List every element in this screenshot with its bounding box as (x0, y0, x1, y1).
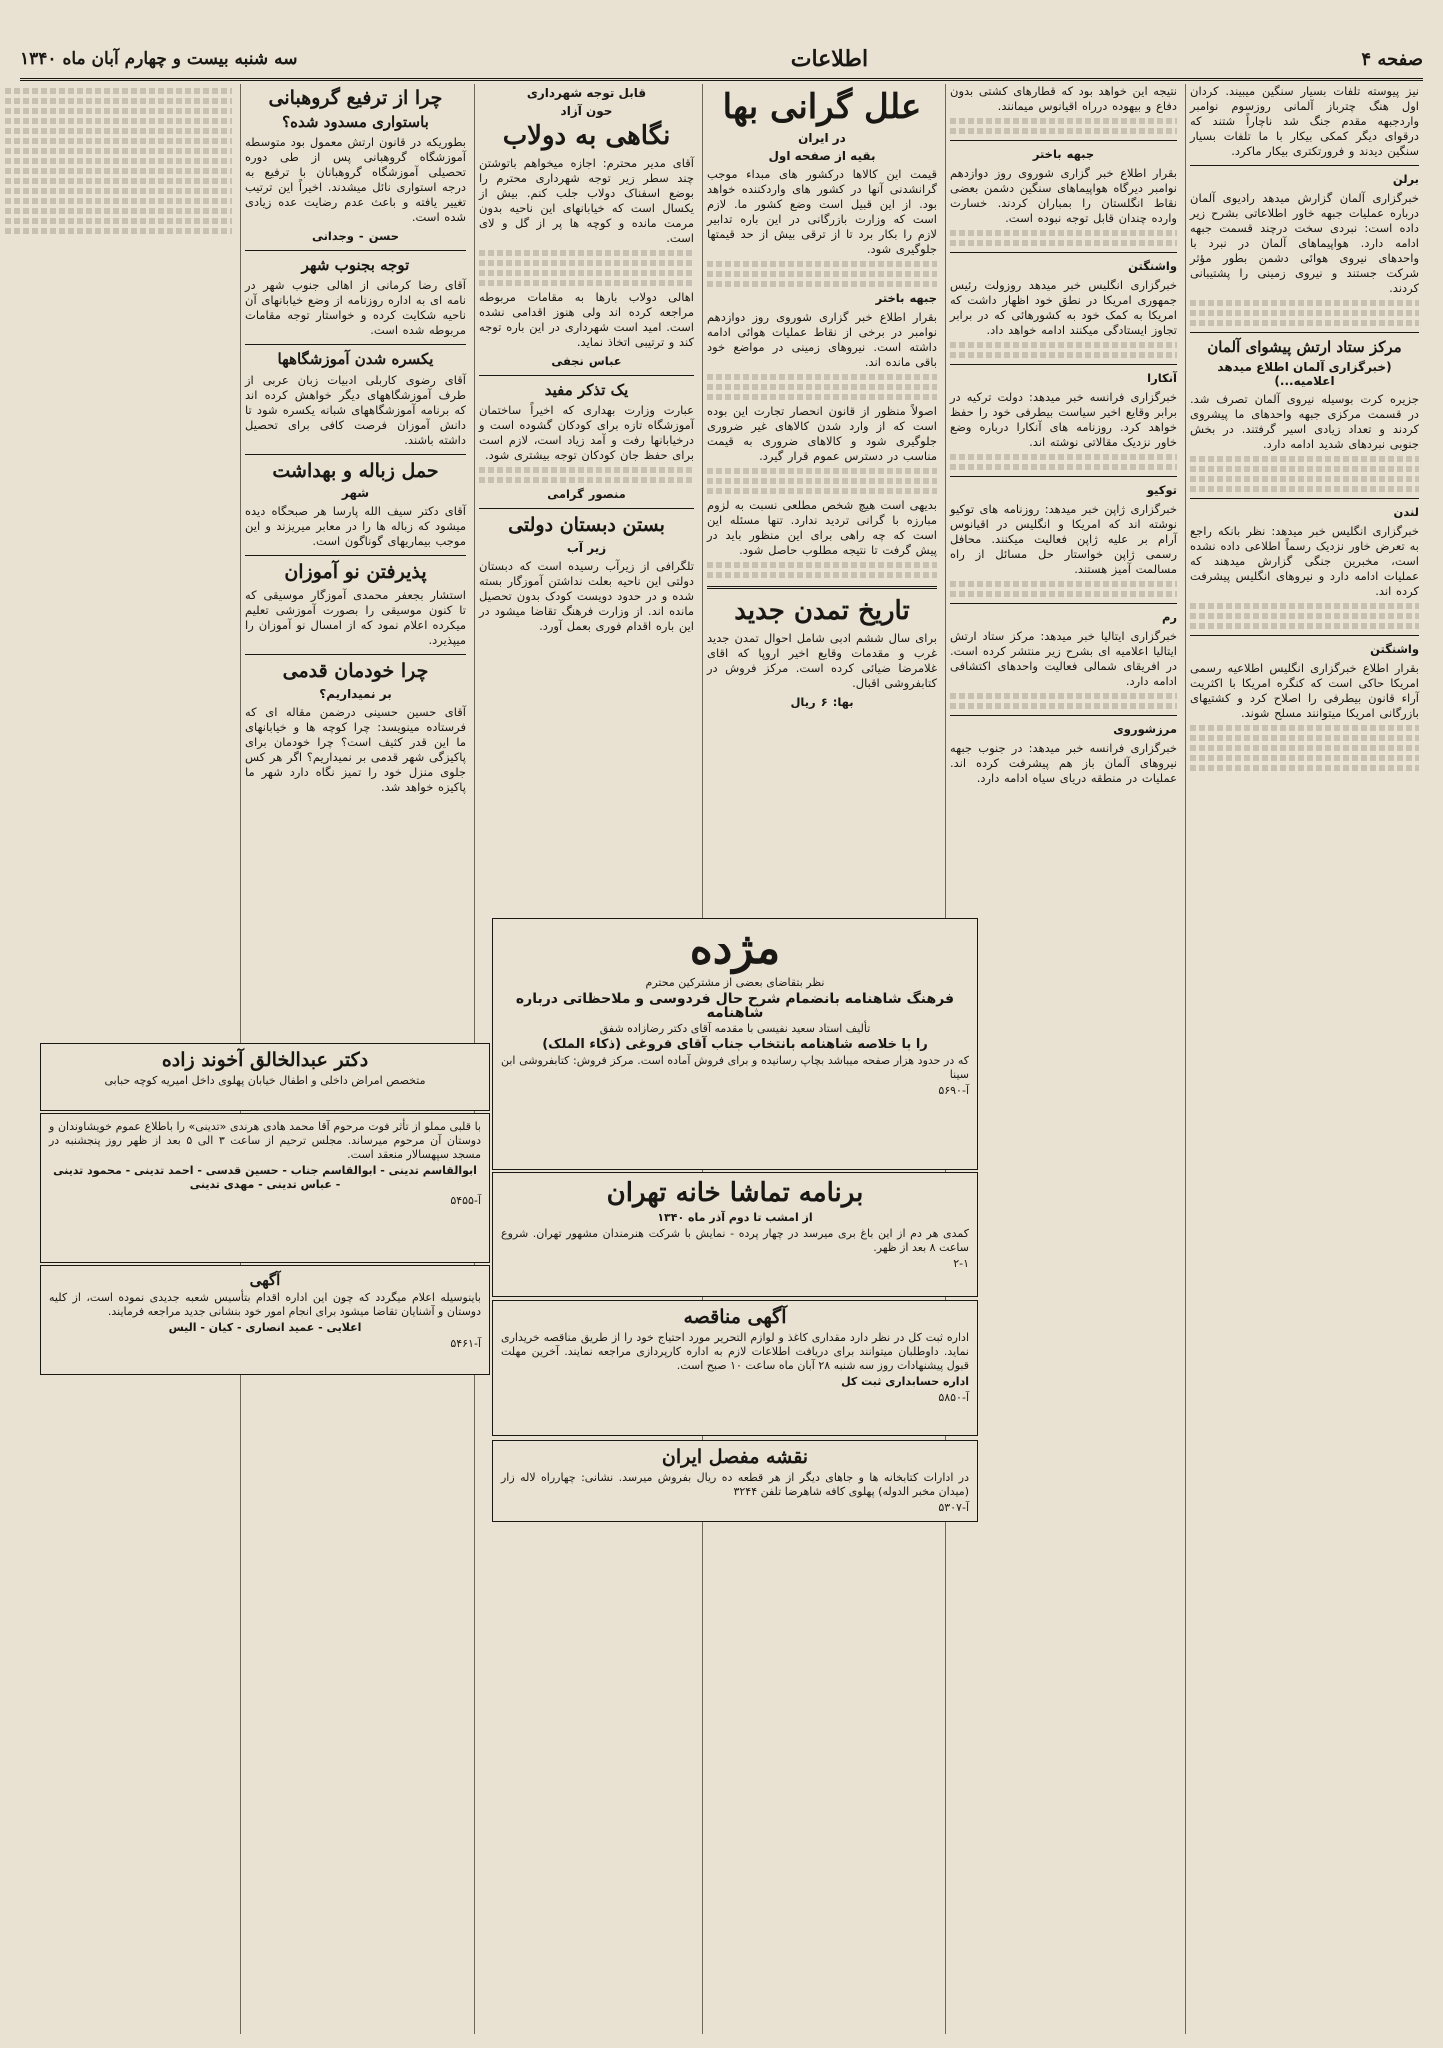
article-tokyo: خبرگزاری ژاپن خبر میدهد: روزنامه های توکیو نوشته اند که امریکا و انگلیس در اقیانوس آرام بر علیه ژاپن فعالیت میکنند. محافل رسمی ژاپن خواستار حل مسائل از راه مسالمت آمیز هستند. (950, 502, 1177, 576)
headline-south-city: توجه بجنوب شهر (301, 256, 410, 275)
dateline-western-front: جبهه باختر (1032, 147, 1095, 161)
ad-notice-small-code: آ-۵۴۶۱ (450, 1337, 481, 1351)
signature-hasan-vojdani: حسن - وجدانی (311, 229, 400, 244)
dateline-berlin: برلن (1392, 172, 1419, 186)
ad-notice-small (40, 1265, 490, 1375)
dateline-soviet-border: مرزشوروی (1113, 722, 1177, 736)
column-war-news-2 (945, 84, 1181, 2034)
headline-school-closing: بستن دبستان دولتی (508, 514, 665, 537)
article-useful-reminder: عبارت وزارت بهداری که اخیراً ساختمان آموزشگاه تازه برای کودکان گشوده است و درخیابانها رفت و آمد زیاد است، لازم است برای حفظ جان کودکان توجه بیشتری شود. (479, 403, 694, 463)
ad-doctor (40, 1043, 490, 1111)
article-dulab-p1: آقای مدیر محترم: اجازه میخواهم باتوشتن چند سطر زیر توجه شهرداری محترم را بوضع اسفناک دولاب جلب کنم. بیش از یکسال است که خیابانهای این ناحیه بدون مرمت مانده و کوچه ها پر از گل و لای است. (479, 155, 694, 245)
ad-doctor-title: دکتر عبدالخالق آخوند زاده (161, 1049, 369, 1071)
newspaper-name: اطلاعات (790, 46, 869, 72)
ad-tender-sign: اداره حسابداری ثبت کل (841, 1374, 969, 1388)
ad-theater-code: ۲-۱ (953, 1256, 969, 1270)
ad-mozhde-code: آ-۵۶۹۰ (938, 1084, 969, 1097)
headline-new-students: پذیرفتن نو آموزان (284, 561, 427, 584)
article-high-prices-p2: بقرار اطلاع خبر گزاری شوروی روز دوازدهم نوامبر در برخی از نقاط عملیات هوائی ادامه داشته است. نیروهای زمینی در مواضع خود باقی مانده اند. (707, 310, 937, 370)
ad-mozhde-text2: تألیف استاد سعید نفیسی با مقدمه آقای دکتر رضازاده شفق (599, 1022, 871, 1035)
ad-mozhde-text: فرهنگ شاهنامه بانضمام شرح حال فردوسی و ملاحظاتی درباره شاهنامه (515, 991, 955, 1021)
headline-useful-reminder: یک تذکر مفید (544, 380, 629, 399)
article-washington-2: خبرگزاری انگلیس خبر میدهد روزولت رئیس جمهوری امریکا در نطق خود اظهار داشت که امریکا به کمک خود به کشورهائی که در برابر تجاوز ایستادگی میکنند ادامه خواهد داد. (950, 278, 1177, 337)
article-washington: بقرار اطلاع خبرگزاری انگلیس اطلاعیه رسمی امریکا حاکی است که کنگره امریکا با اکثریت آراء قانون بیطرفی را اصلاح کرد و کشتیهای بازرگانی امریکا میتوانند مسلح شوند. (1190, 661, 1419, 721)
subhead-city: شهر (341, 486, 370, 501)
article-western-front: بقرار اطلاع خبر گزاری شوروی روز دوازدهم نوامبر دیرگاه هواپیماهای سنگین دشمن بعضی نقاط انگلستان را بمباران کردند. خسارت وارده چندان قابل توجه نبوده است. (950, 166, 1177, 225)
signature-mansour-gerami: منصور گرامی (547, 487, 626, 502)
article-london: خبرگزاری انگلیس خبر میدهد: نظر بانکه راجع به تعرض خاور نزدیک رسماً اطلاعی داده نشده است، مخبرین جنگی گزارش میدهند که عملیات ادامه دارد و نیروهای انگلیس پیشرفت کرده اند. (1190, 524, 1419, 599)
article-ankara: خبرگزاری فرانسه خبر میدهد: دولت ترکیه در برابر وقایع اخیر سیاست بیطرفی خود را حفظ خواهد کرد. روزنامه های آنکارا درباره وضع خاور نزدیک مقالاتی نوشته اند. (950, 390, 1177, 449)
ad-condolence-text: با قلبی مملو از تأثر فوت مرحوم آقا محمد هادی هرندی «تدینی» را باطلاع عموم خویشاوندان و دوستان آن مرحوم میرساند. مجلس ترحیم از ساعت ۳ الی ۵ بعد از ظهر روز پنجشنبه در مسجد سپهسالار منعقد است. (49, 1120, 481, 1161)
ad-condolence (40, 1113, 490, 1263)
article-intro: نیز پیوسته تلفات بسیار سنگین میبیند. کردان اول هنگ چترباز آلمانی روزسوم نوامبر واردجبهه مقدم جنگ شد ناچاراً شتند که درقوای دیگر کمکی بیکار با ما تلفات بسیار سنگین دیدند و فرورتکتری بیکار ماکرد. (1190, 84, 1419, 158)
ad-condolence-names: ابوالقاسم تدینی - ابوالقاسم جناب - حسین قدسی - احمد تدینی - محمود تدینی - عباس تدینی - مهدی تدینی (53, 1164, 477, 1191)
article-school-closing: تلگرافی از زیرآب رسیده است که دبستان دولتی این ناحیه بعلت نداشتن آموزگار بسته شده و در حدود دویست کودک بدون تحصیل مانده اند. از وزارت فرهنگ تقاضا میشود در این باره اقدام فوری بعمل آورد. (479, 558, 694, 633)
ad-condolence-code: آ-۵۴۵۵ (450, 1194, 481, 1207)
headline-history-of-civilization: تاریخ تمدن جدید (734, 596, 910, 627)
book-price: بها: ۶ ریال (790, 694, 854, 709)
signature-abbas-najafi: عباس نجفی (551, 353, 622, 368)
headline-markaz-setad: مرکز ستاد ارتش پیشوای آلمان (1207, 338, 1402, 356)
article-school-schedule: آقای رضوی کاربلی ادبیات زبان عربی از طرف آموزشگاههای دیگر خواهش کرده اند که برنامه آموزشگاههای شبانه یکسره شود تا دانش آموزان فرصت کافی برای تحصیل داشته باشند. (245, 372, 466, 447)
ad-theater-title: برنامه تماشا خانه تهران (606, 1178, 864, 1208)
ad-mozhde-title: مژده (689, 923, 781, 974)
article-high-prices-p4: بدیهی است هیچ شخص مطلعی نسبت به لزوم مبارزه با گرانی تردید ندارد. تنها مسئله این است که چه راهی برای این منظور باید در پیش گرفت تا نتیجه مطلوب حاصل شود. (707, 498, 937, 558)
ad-tender-code: آ-۵۸۵۰ (938, 1390, 969, 1404)
dateline-london: لندن (1393, 505, 1419, 520)
article-high-prices-p1: قیمت این کالاها درکشور های مبداء موجب گرانشدنی آنها در کشور های واردکننده خواهد بود. از این قبیل است وضع کشور ما. لازم است که وزارت بازرگانی در این باره تدابیر لازم را بکار برد تا از ترقی بیش از حد قیمتها جلوگیری شود. (707, 167, 937, 257)
headline-sergeant-promotion: چرا از ترفیع گروهبانی (268, 87, 443, 109)
article-why-not-ourselves: آقای حسین حسینی درضمن مقاله ای که فرستاده مینویسد: چرا کوچه ها و خیابانهای ما این قدر کثیف است؟ چرا خودمان برای پاکیزگی شهر قدمی بر نمیداریم؟ اگر هر کس جلوی منزل خود را تمیز نگاه دارد شهر ما پاکیزه خواهد شد. (245, 705, 466, 795)
article-history-of-civilization: برای سال ششم ادبی شامل احوال تمدن جدید غرب و مقدمات وقایع اخیر اروپا که اقای غلامرضا ضیائی کرده است. مرکز فروش در کتابفروشی اقبال. (707, 630, 937, 690)
article-markaz: جزیره کرت بوسیله نیروی آلمان تصرف شد. در قسمت مرکزی جبهه واحدهای ما پیشروی کردند و تعداد زیادی اسیر گرفتند. در بخش جنوبی نبردهای شدید ادامه دارد. (1190, 392, 1419, 452)
dateline-washington-2: واشنگتن (1128, 259, 1177, 273)
subhead-attention-municipality: قابل توجه شهرداری (526, 86, 647, 100)
subhead-free-voice: حون آزاد (560, 104, 613, 118)
continued-from-page-one: بقیه از صفحه اول (768, 149, 876, 164)
subhead-why-not-ourselves: بر نمیداریم؟ (319, 687, 392, 702)
dateline-tokyo: توکیو (1146, 483, 1177, 497)
ad-iran-map-text: در ادارات کتابخانه ها و جاهای دیگر از هر قطعه ده ریال بفروش میرسد. نشانی: چهارراه لاله زار (میدان مخبر الدوله) پهلوی کافه شاهرضا تلفن ۳۲۴۴ (501, 1470, 969, 1498)
ad-theater-text: کمدی هر دم از این باغ بری میرسد در چهار پرده - نمایش با شرکت هنرمندان مشهور تهران. شروع ساعت ۸ بعد از ظهر. (501, 1226, 969, 1254)
article-new-students: استشار بجعفر محمدی آموزگار موسیقی که تا کنون موسیقی را بصورت آموزشی تعلیم میکرده اعلام نمود که از امسال نو آموزان را میپذیرد. (245, 588, 466, 648)
ad-notice-small-names: اعلایی - عمید انصاری - کیان - الیس (168, 1321, 362, 1335)
masthead (20, 40, 1423, 81)
dateline-front: جبهه باختر (875, 291, 937, 306)
article-south-city: آقای رضا کرمانی از اهالی جنوب شهر در نامه ای به اداره روزنامه از وضع خیابانهای آن ناحیه شکایت کرده و خواستار توجه مقامات مربوطه شده است. (245, 278, 466, 338)
subhead-in-iran: در ایران (798, 131, 846, 146)
article-soviet-border: خبرگزاری فرانسه خبر میدهد: در جنوب جبهه نیروهای آلمان باز هم پیشرفت کرده اند. عملیات در منطقه دریای سیاه ادامه دارد. (950, 741, 1177, 785)
ad-theater-program (492, 1172, 978, 1297)
dateline-rome: رم (1161, 610, 1177, 624)
article-dulab-p2: اهالی دولاب بارها به مقامات مربوطه مراجعه کرده اند ولی هنوز اقدامی نشده است. امید است شهرداری در این باره توجه کند و ترتیبی اتخاذ نماید. (479, 289, 694, 349)
subhead-zirab: زیر آب (566, 540, 607, 555)
headline-garbage-health: حمل زباله و بهداشت (272, 459, 439, 482)
article-berlin: خبرگزاری آلمان گزارش میدهد رادیوی آلمان درباره عملیات جبهه خاور اطلاعاتی بشرح زیر داده است: نبردی سخت درچند قسمت جبهه ادامه دارد. هواپیماهای آلمان در نبرد با واحدهای نیروی هوائی دشمن بطور مؤثر شرکت جستند و نیروی زمینی را پشتیبانی کردند. (1190, 191, 1419, 295)
dateline-ankara: آنکارا (1147, 371, 1177, 385)
ad-tender-title: آگهی مناقصه (683, 1306, 787, 1328)
ad-mozhde-sub: نظر بتقاضای بعضی از مشترکین محترم (645, 976, 825, 989)
article-garbage-health: آقای دکتر سیف الله پارسا هر صبحگاه دیده میشود که زباله ها را در معابر میریزند و این موجب بیماریهای گوناگون است. (245, 504, 466, 549)
headline-why-not-ourselves: چرا خودمان قدمی (282, 660, 429, 683)
subhead-markaz: (خبرگزاری آلمان اطلاع میدهد اعلامیه...) (1217, 360, 1392, 389)
headline-sergeant-promotion-2: باستواری مسدود شده؟ (282, 112, 429, 131)
ad-doctor-address: متخصص امراض داخلی و اطفال خیابان پهلوی داخل امیریه کوچه حبابی (104, 1073, 426, 1087)
ad-mozhde-text3: را با خلاصه شاهنامه بانتخاب جناب آقای فروغی (ذکاء الملک) (542, 1037, 928, 1052)
page-number: صفحه ۴ (1361, 48, 1423, 70)
article-intro-2: نتیجه این خواهد بود که قطارهای کشتی بدون دفاع و بیهوده درراه اقیانوس میمانند. (950, 84, 1177, 113)
article-sergeant-promotion: بطوریکه در قانون ارتش معمول بود متوسطه آموزشگاه گروهبانی پس از طی دوره تحصیلی آموزشگاه گروهبانان با ترفیع به درجه استواری نائل میشدند. اخیراً این ترتیب تغییر یافته و باعث عدم رضایت عده زیادی شده است. (245, 135, 466, 225)
ad-theater-dates: از امشب تا دوم آذر ماه ۱۳۴۰ (657, 1210, 813, 1224)
headline-dulab: نگاهی به دولاب (502, 121, 671, 151)
column-war-news-1 (1185, 84, 1423, 2034)
ad-notice-small-text: باینوسیله اعلام میگردد که چون این اداره اقدام بتأسیس شعبه جدیدی نموده است، از کلیه دوستان و آشنایان تقاضا میشود برای انجام امور خود بنشانی جدید مراجعه فرمایند. (49, 1291, 481, 1319)
issue-date: سه شنبه بیست و چهارم آبان ماه ۱۳۴۰ (20, 49, 298, 69)
ad-iran-map-title: نقشه مفصل ایران (661, 1446, 809, 1468)
article-high-prices-p3: اصولاً منظور از قانون انحصار تجارت این بوده است که از وارد شدن کالاهای غیر ضروری جلوگیری شود و کالاهای ضروری به قیمت مناسب در دسترس عموم قرار گیرد. (707, 404, 937, 464)
headline-high-prices: علل گرانی بها (722, 87, 922, 127)
ad-iran-map (492, 1440, 978, 1522)
ad-iran-map-code: آ-۵۳۰۷ (938, 1500, 969, 1514)
ad-tender-text: اداره ثبت کل در نظر دارد مقداری کاغذ و لوازم التحریر مورد احتیاج خود را از طریق مناقصه خریداری نماید. داوطلبان میتوانند برای دریافت اطلاعات لازم به اداره کارپردازی مراجعه نمایند. آخرین مهلت قبول پیشنهادات روز سه شنبه ۲۸ آبان ماه ساعت ۱۰ صبح است. (501, 1330, 969, 1372)
article-rome: خبرگزاری ایتالیا خبر میدهد: مرکز ستاد ارتش ایتالیا اعلامیه ای بشرح زیر منتشر کرده است. در افریقای شمالی فعالیت واحدهای اکتشافی ادامه دارد. (950, 629, 1177, 688)
headline-school-schedule: یکسره شدن آموزشگاهها (277, 350, 434, 369)
dateline-washington: واشنگتن (1370, 642, 1419, 657)
ad-tender (492, 1300, 978, 1436)
ad-mozhde (492, 918, 978, 1170)
ad-notice-small-title: آگهی (249, 1271, 281, 1289)
ad-mozhde-text4: که در حدود هزار صفحه میباشد بچاپ رسانیده و برای فروش آماده است. مرکز فروش: کتابفروشی ابن سینا (501, 1054, 969, 1081)
